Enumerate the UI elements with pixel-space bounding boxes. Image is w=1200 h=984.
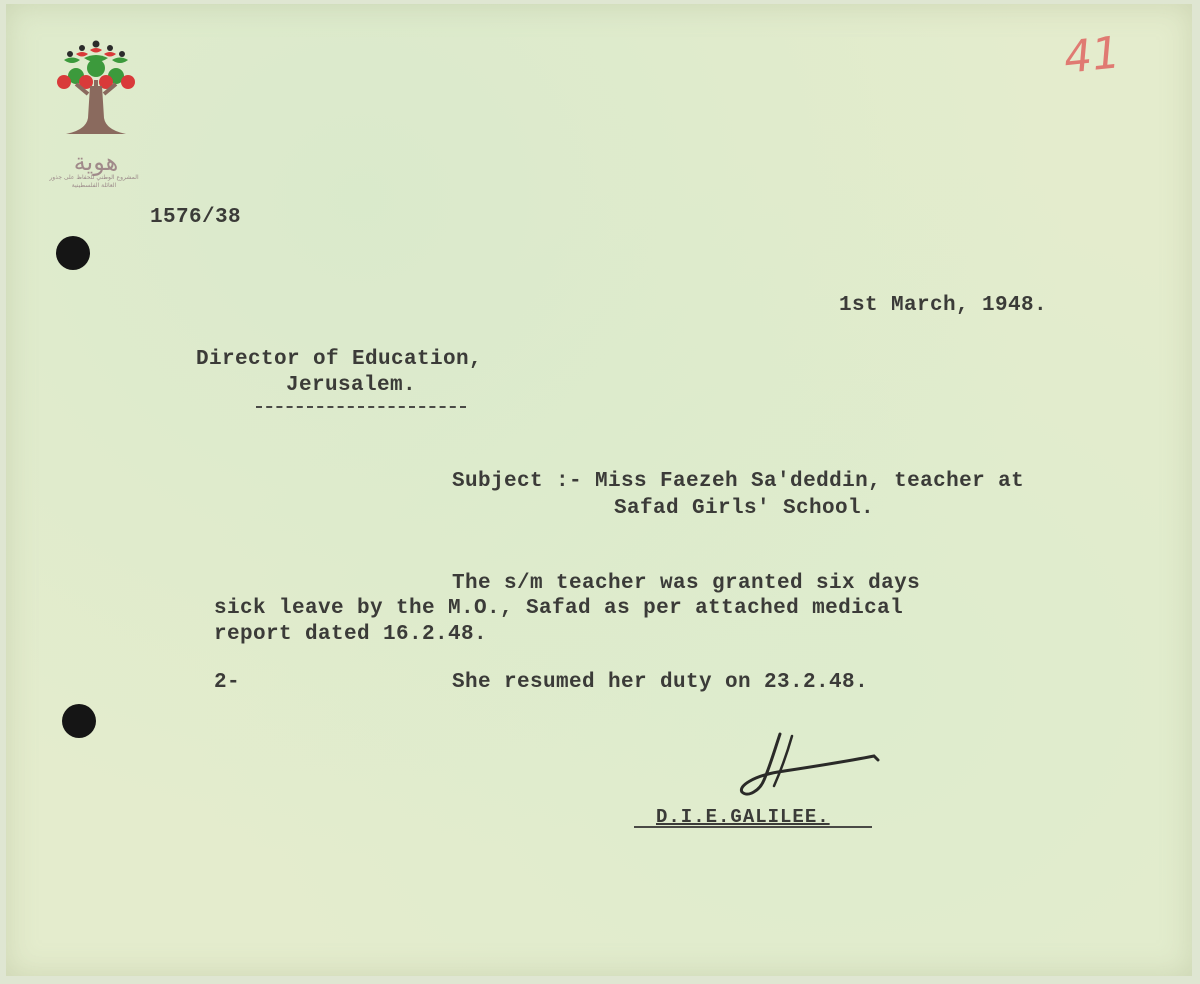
punch-hole-top: [56, 236, 90, 270]
paragraph-2-number: 2-: [214, 671, 241, 694]
paragraph-1-line-1: The s/m teacher was granted six days: [452, 572, 921, 595]
logo-script-word: هوية: [73, 148, 119, 176]
paragraph-2-text: She resumed her duty on 23.2.48.: [452, 671, 869, 694]
handwritten-signature: [734, 732, 884, 804]
letter-date: 1st March, 1948.: [839, 294, 1048, 317]
addressee-line-1: Director of Education,: [196, 348, 483, 371]
punch-hole-bottom: [62, 704, 96, 738]
addressee-underline: [256, 406, 466, 408]
logo-caption: المشروع الوطني للحفاظ على جذور العائلة الفلسطينية: [49, 174, 139, 189]
paragraph-1-line-2: sick leave by the M.O., Safad as per attached medical: [214, 597, 904, 620]
folio-number: 41: [1061, 27, 1123, 84]
subject-label: Subject :-: [452, 470, 596, 493]
document-page: [6, 4, 1192, 976]
reference-number: 1576/38: [150, 206, 242, 229]
subject-text-2: Safad Girls' School.: [614, 497, 875, 520]
signatory-underline: [634, 826, 872, 828]
paragraph-1-line-3: report dated 16.2.48.: [214, 623, 488, 646]
subject-line: [452, 470, 1024, 493]
addressee-line-2: Jerusalem.: [286, 374, 417, 397]
signatory-name: D.I.E.GALILEE.: [656, 806, 830, 828]
subject-text-1: Miss Faezeh Sa'deddin, teacher at: [595, 470, 1025, 493]
